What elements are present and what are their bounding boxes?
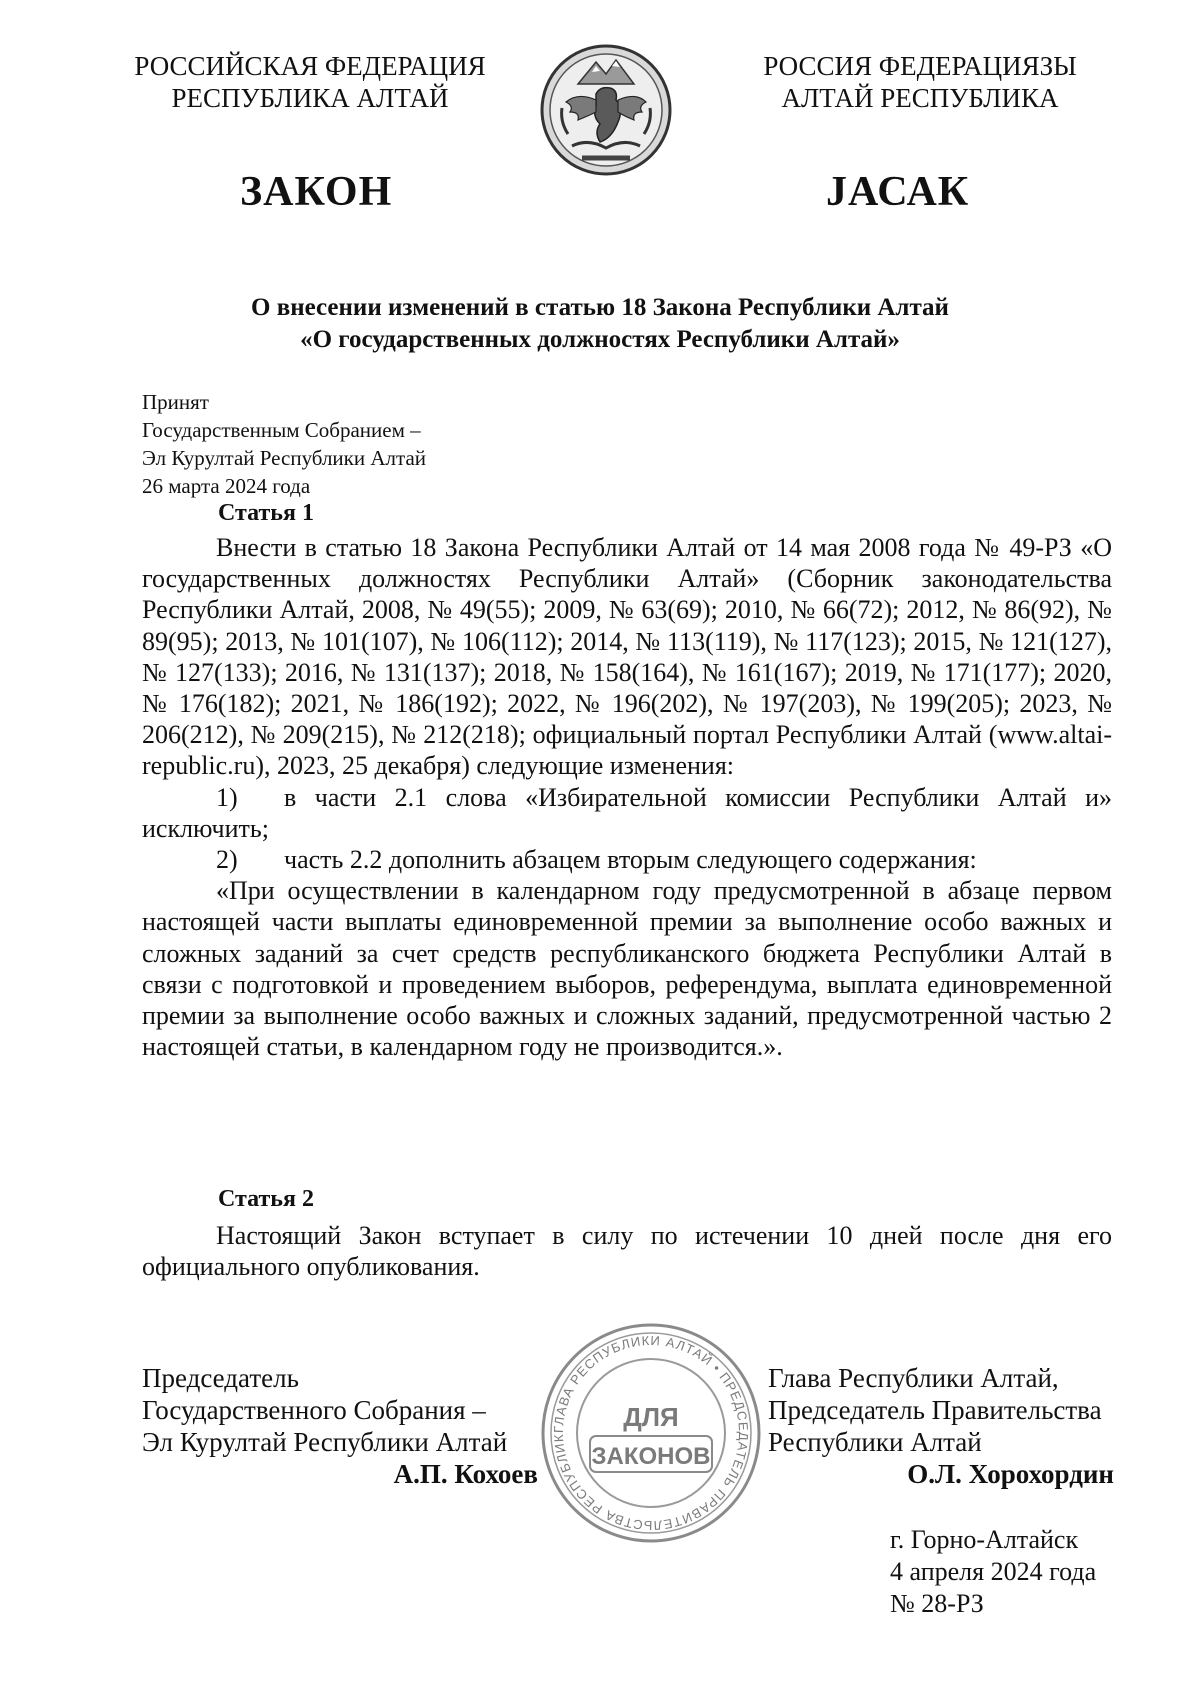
header-left: [120, 50, 500, 114]
title-line1: О внесении изменений в статью 18 Закона Республики Алтай: [251, 294, 949, 321]
sig-right-name: О.Л. Хорохордин: [907, 1459, 1114, 1489]
title-line2: «О государственных должностях Республики Алтай»: [300, 326, 900, 353]
signature-right: [768, 1362, 1118, 1490]
item2-number: 2): [216, 845, 238, 875]
article1-item2: [142, 844, 1112, 875]
article2-heading: Статья 2: [218, 1186, 314, 1212]
adopted-line3: Эл Курултай Республики Алтай: [142, 446, 427, 470]
stamp-center-bottom: ЗАКОНОВ: [591, 1443, 711, 1470]
footer-date: 4 апреля 2024 года: [890, 1557, 1097, 1586]
header-right-line2: АЛТАЙ РЕСПУБЛИКА: [781, 83, 1059, 113]
sig-left-name: А.П. Кохоев: [393, 1459, 538, 1489]
stamp-center-top: ДЛЯ: [623, 1402, 679, 1432]
item1-number: 1): [216, 782, 238, 812]
stamp-ring-text: ГЛАВА РЕСПУБЛИКИ АЛТАЙ • ПРЕДСЕДАТЕЛЬ ПРАВИТЕЛЬСТВА РЕСПУБЛИК: [550, 1332, 752, 1534]
law-word-alt: JАСАК: [826, 169, 970, 215]
adoption-block: [142, 388, 426, 500]
article2-text: Настоящий Закон вступает в силу по истечении 10 дней после дня его официального опубликования.: [142, 1221, 1112, 1282]
footer-number: № 28-РЗ: [890, 1589, 984, 1618]
adopted-line2: Государственным Собранием –: [142, 418, 421, 442]
header-right: [730, 50, 1110, 114]
article1-item1: [142, 782, 1112, 844]
item1-text: в части 2.1 слова «Избирательной комиссии Республики Алтай и» исключить;: [142, 782, 1112, 843]
sig-left-line2: Государственного Собрания –: [142, 1395, 486, 1425]
sig-left-line3: Эл Курултай Республики Алтай: [142, 1427, 508, 1457]
article1-quote: «При осуществлении в календарном году предусмотренной в абзаце первом настоящей части выплаты единовременной премии за выполнение особо важных и сложных заданий за счет средств республиканского бюджета Республики Алтай в связи с подготовкой и проведением выборов, референдума, выплата единовременной премии за выполнение особо важных и сложных заданий, предусмотренной частью 2 настоящей статьи, в календарном году не производится.».: [142, 876, 1112, 1062]
article2-body: [142, 1220, 1112, 1282]
official-stamp: [538, 1320, 764, 1546]
sig-right-line3: Республики Алтай: [768, 1427, 982, 1457]
adopted-line1: Принят: [142, 390, 209, 414]
coat-of-arms-emblem-icon: [538, 42, 674, 178]
sig-right-line2: Председатель Правительства: [768, 1395, 1102, 1425]
signature-left: [142, 1362, 542, 1490]
place-date-number: [890, 1524, 1096, 1620]
sig-right-line1: Глава Республики Алтай,: [768, 1363, 1059, 1393]
article1-intro: Внести в статью 18 Закона Республики Алтай от 14 мая 2008 года № 49-РЗ «О государственных должностях Республики Алтай» (Сборник законодательства Республики Алтай, 2008, № 49(55); 2009, № 63(69); 2010, № 66(72); 2012, № 86(92), № 89(95); 2013, № 101(107), № 106(112); 2014, № 113(119), № 117(123); 2015, № 121(127), № 127(133); 2016, № 131(137); 2018, № 158(164), № 161(167); 2019, № 171(177); 2020, № 176(182); 2021, № 186(192); 2022, № 196(202), № 197(203), № 199(205); 2023, № 206(212), № 209(215), № 212(218); официальный портал Республики Алтай (www.altai-republic.ru), 2023, 25 декабря) следующие изменения:: [142, 533, 1112, 781]
item2-text: часть 2.2 дополнить абзацем вторым следующего содержания:: [284, 845, 977, 875]
adopted-line4: 26 марта 2024 года: [142, 474, 311, 498]
article1-body: [142, 532, 1112, 1062]
header-left-line2: РЕСПУБЛИКА АЛТАЙ: [171, 83, 449, 113]
article1-heading: Статья 1: [218, 500, 314, 526]
sig-left-line1: Председатель: [142, 1363, 299, 1393]
footer-city: г. Горно-Алтайск: [890, 1525, 1079, 1554]
header-right-line1: РОССИЯ ФЕДЕРАЦИЯЗЫ: [763, 51, 1077, 81]
law-word-ru: ЗАКОН: [240, 169, 393, 215]
header-left-line1: РОССИЙСКАЯ ФЕДЕРАЦИЯ: [134, 51, 486, 81]
document-title: [150, 292, 1050, 356]
